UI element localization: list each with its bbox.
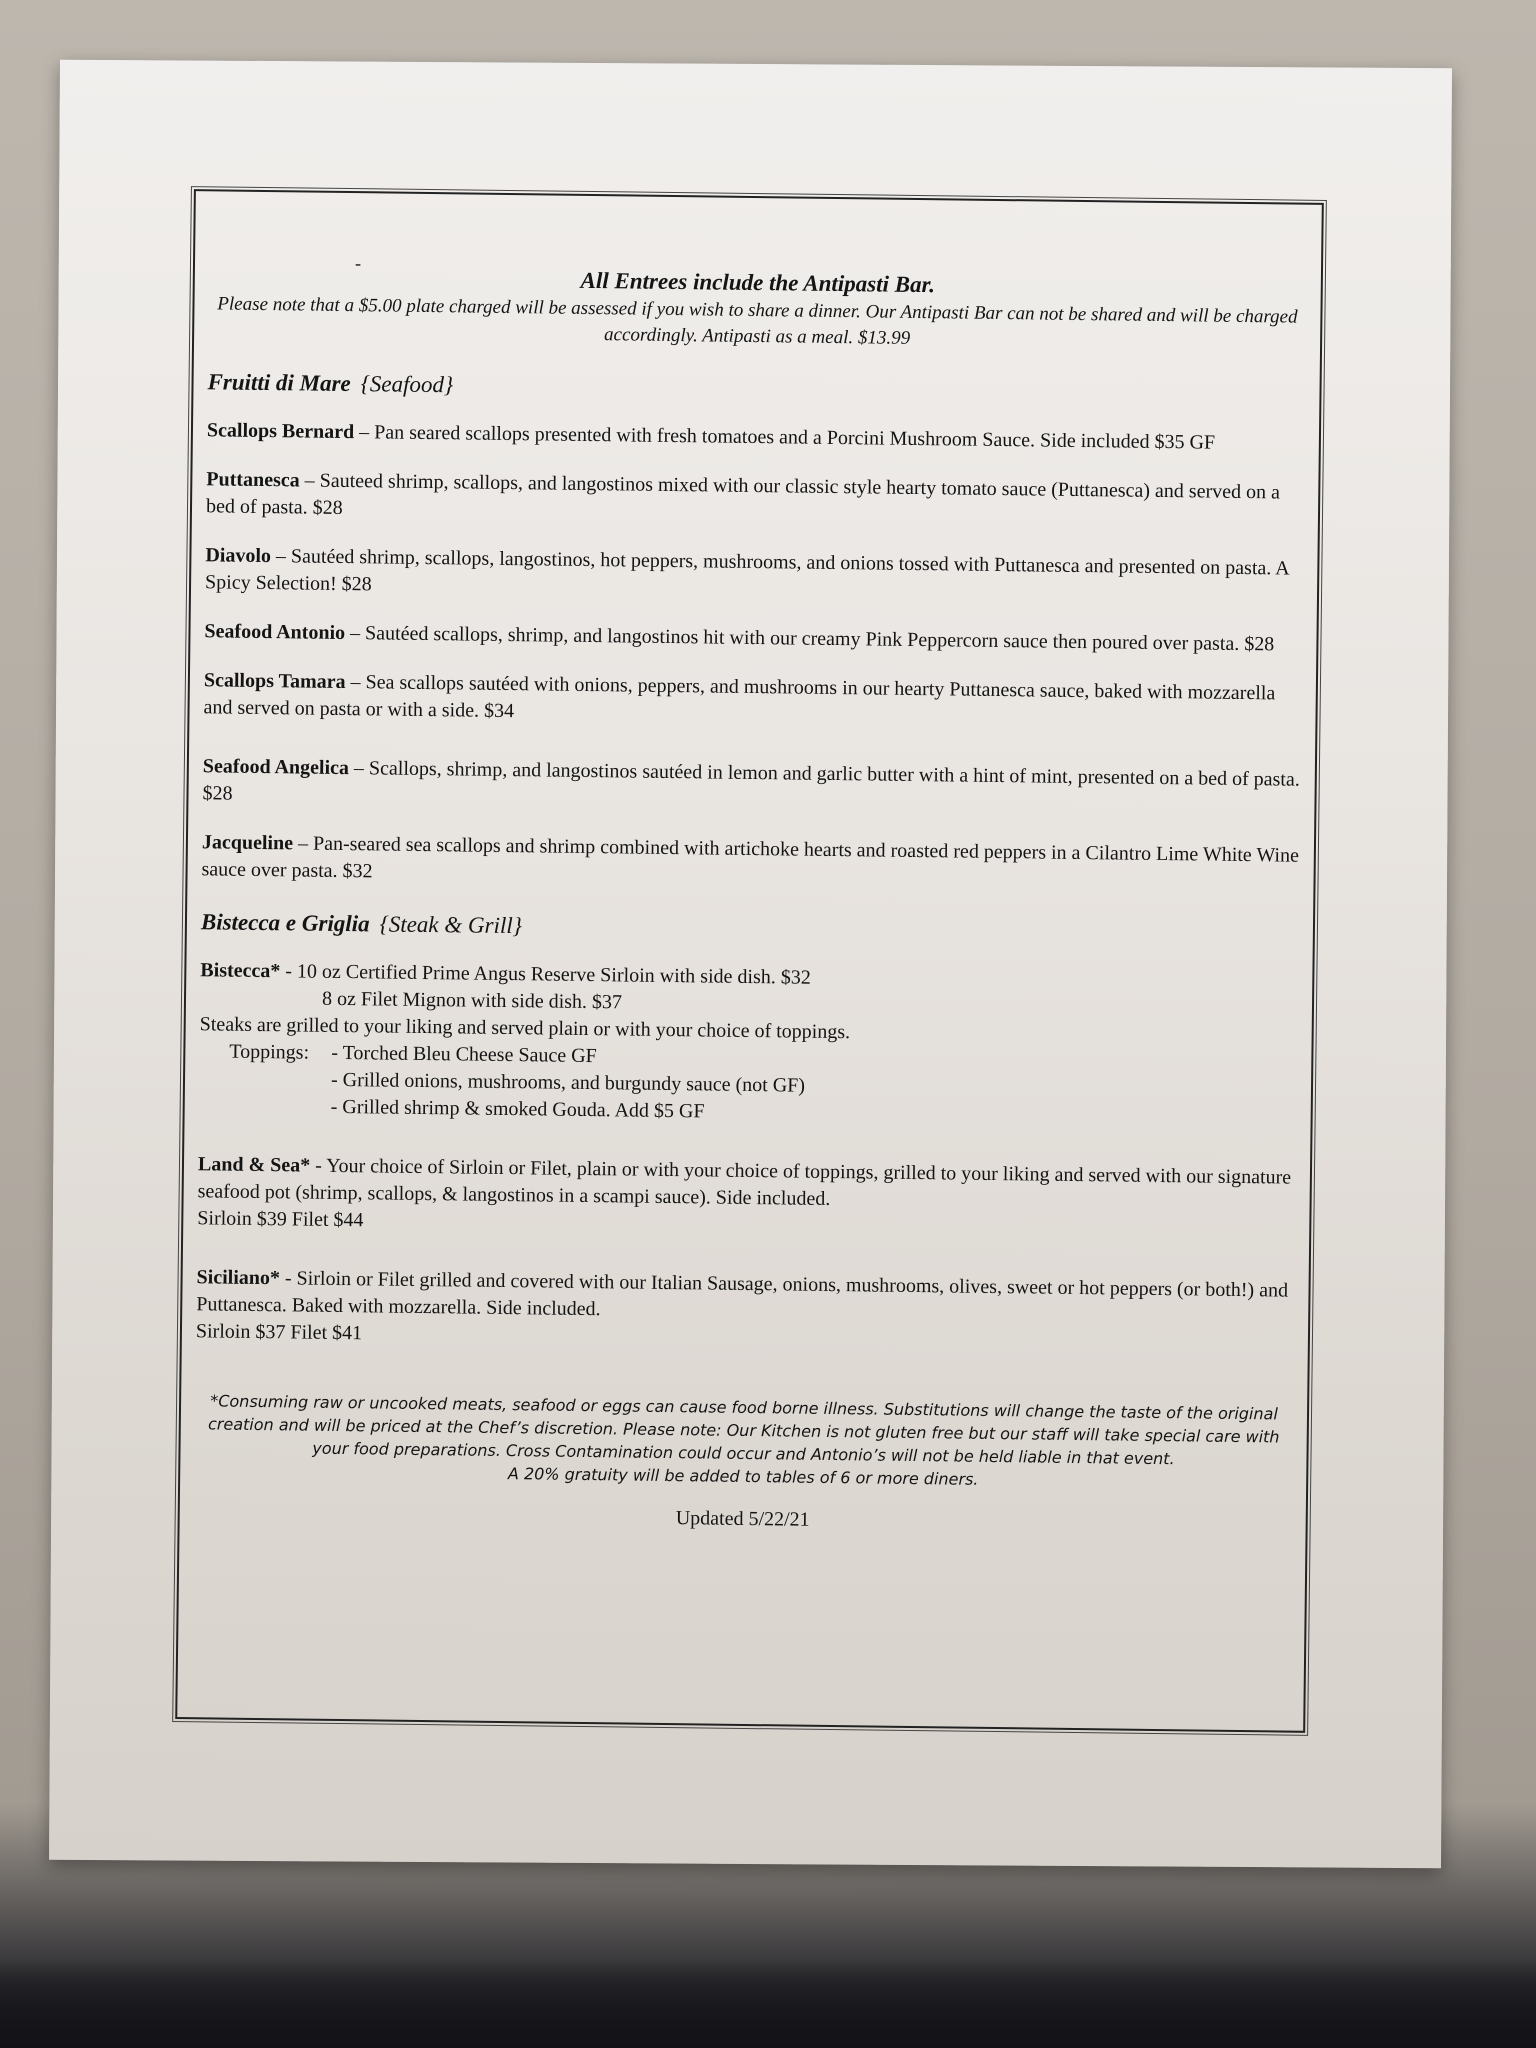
seafood-title-text: Fruitti di Mare xyxy=(207,369,351,397)
steak-section-title xyxy=(201,909,1299,948)
item-description: – Pan-seared sea scallops and shrimp combined with artichoke hearts and roasted red peppers in a Cilantro Lime White Wine sauce over pasta. $32 xyxy=(201,832,1300,883)
toppings-label: Toppings: xyxy=(229,1040,310,1064)
item-description: – Sautéed shrimp, scallops, langostinos, hot peppers, mushrooms, and onions tossed with Puttanesca and presented on pasta. A Spicy Selection! $28 xyxy=(204,545,1289,596)
updated-date: Updated 5/22/21 xyxy=(675,1507,810,1531)
antipasti-heading: All Entrees include the Antipasti Bar. xyxy=(580,267,936,298)
steak-title-text: Bistecca e Griglia xyxy=(200,909,370,937)
menu-item-puttanesca xyxy=(206,466,1305,533)
item-name: Seafood Antonio xyxy=(204,620,346,645)
topping-option: - Torched Bleu Cheese Sauce GF xyxy=(331,1041,597,1068)
tablecloth-edge xyxy=(0,1958,1536,2048)
stray-mark: - xyxy=(354,253,362,274)
item-name: Puttanesca xyxy=(206,468,300,492)
item-description: – Sea scallops sautéed with onions, peppers, and mushrooms in our hearty Puttanesca sauce, baked with mozzarella and served on pasta or with a side. $34 xyxy=(203,671,1276,723)
item-description: - Your choice of Sirloin or Filet, plain or with your choice of toppings, grilled to your liking and served with our signature seafood pot (shrimp, scallops, & langostinos in a scampi sauce). Side included. xyxy=(197,1154,1292,1210)
item-prices: Sirloin $37 Filet $41 xyxy=(195,1320,363,1345)
item-description: – Sauteed shrimp, scallops, and langostinos mixed with our classic style hearty tomato sauce (Puttanesca) and served on a bed of pasta. $28 xyxy=(205,469,1281,519)
bistecca-steak-note: Steaks are grilled to your liking and served plain or with your choice of toppings. xyxy=(199,1013,851,1044)
menu-border-frame xyxy=(175,189,1324,1733)
item-description: – Scallops, shrimp, and langostinos sautéed in lemon and garlic butter with a hint of mint, presented on a bed of pasta. $28 xyxy=(202,757,1300,805)
menu-item-diavolo xyxy=(205,542,1304,609)
menu-item-seafood-antonio xyxy=(204,618,1302,658)
menu-item-bistecca xyxy=(199,957,1299,1132)
item-description: – Pan seared scallops presented with fresh tomatoes and a Porcini Mushroom Sauce. Side included $35 GF xyxy=(354,421,1216,454)
steak-subtitle: {Steak & Grill} xyxy=(379,911,523,939)
item-name: Diavolo xyxy=(205,544,272,568)
toppings-list xyxy=(199,1038,1298,1132)
bistecca-line-filet: 8 oz Filet Mignon with side dish. $37 xyxy=(321,987,623,1014)
item-name: Jacqueline xyxy=(201,831,294,855)
menu-item-seafood-angelica xyxy=(202,753,1301,820)
menu-item-land-and-sea xyxy=(197,1151,1296,1245)
item-name: Siciliano* xyxy=(196,1266,281,1290)
item-description: - 10 oz Certified Prime Angus Reserve Sirloin with side dish. $32 xyxy=(280,960,811,989)
seafood-section-title xyxy=(207,369,1305,408)
gratuity-note: A 20% gratuity will be added to tables of 6 or more diners. xyxy=(507,1464,979,1489)
menu-sheet xyxy=(49,60,1452,1868)
menu-item-scallops-tamara xyxy=(203,667,1302,734)
item-name: Land & Sea* xyxy=(197,1153,311,1177)
item-description: – Sautéed scallops, shrimp, and langostinos hit with our creamy Pink Peppercorn sauce then poured over pasta. $28 xyxy=(344,622,1275,656)
sharing-note: Please note that a $5.00 plate charged will be assessed if you wish to share a dinner. Our Antipasti Bar can not be shared and will be charged accordingly. Antipasti as a meal. $13.99 xyxy=(217,293,1298,349)
disclaimer-text: *Consuming raw or uncooked meats, seafood or eggs can cause food borne illness. Substitutions will change the taste of the original creation and will be priced at the Chef’s discretion. Please note: Our Kitchen is not gluten free but our staff will take special care with your food preparations. Cross Contamination could occur and Antonio’s will not be held liable in that event. xyxy=(207,1391,1280,1469)
item-name: Scallops Bernard xyxy=(206,419,355,444)
menu-item-scallops-bernard xyxy=(207,417,1305,457)
menu-item-siciliano xyxy=(196,1264,1295,1358)
topping-option: - Grilled shrimp & smoked Gouda. Add $5 GF xyxy=(330,1095,705,1123)
food-safety-disclaimer xyxy=(194,1389,1293,1494)
seafood-subtitle: {Seafood} xyxy=(360,371,454,398)
item-description: - Sirloin or Filet grilled and covered with our Italian Sausage, onions, mushrooms, olives, sweet or hot peppers (or both!) and Puttanesca. Baked with mozzarella. Side included. xyxy=(196,1267,1289,1321)
item-prices: Sirloin $39 Filet $44 xyxy=(197,1207,364,1232)
item-name: Scallops Tamara xyxy=(203,669,346,694)
item-name: Bistecca* xyxy=(200,959,281,983)
menu-item-jacqueline xyxy=(201,829,1300,896)
item-name: Seafood Angelica xyxy=(202,755,350,780)
topping-option: - Grilled onions, mushrooms, and burgundy sauce (not GF) xyxy=(330,1068,806,1097)
